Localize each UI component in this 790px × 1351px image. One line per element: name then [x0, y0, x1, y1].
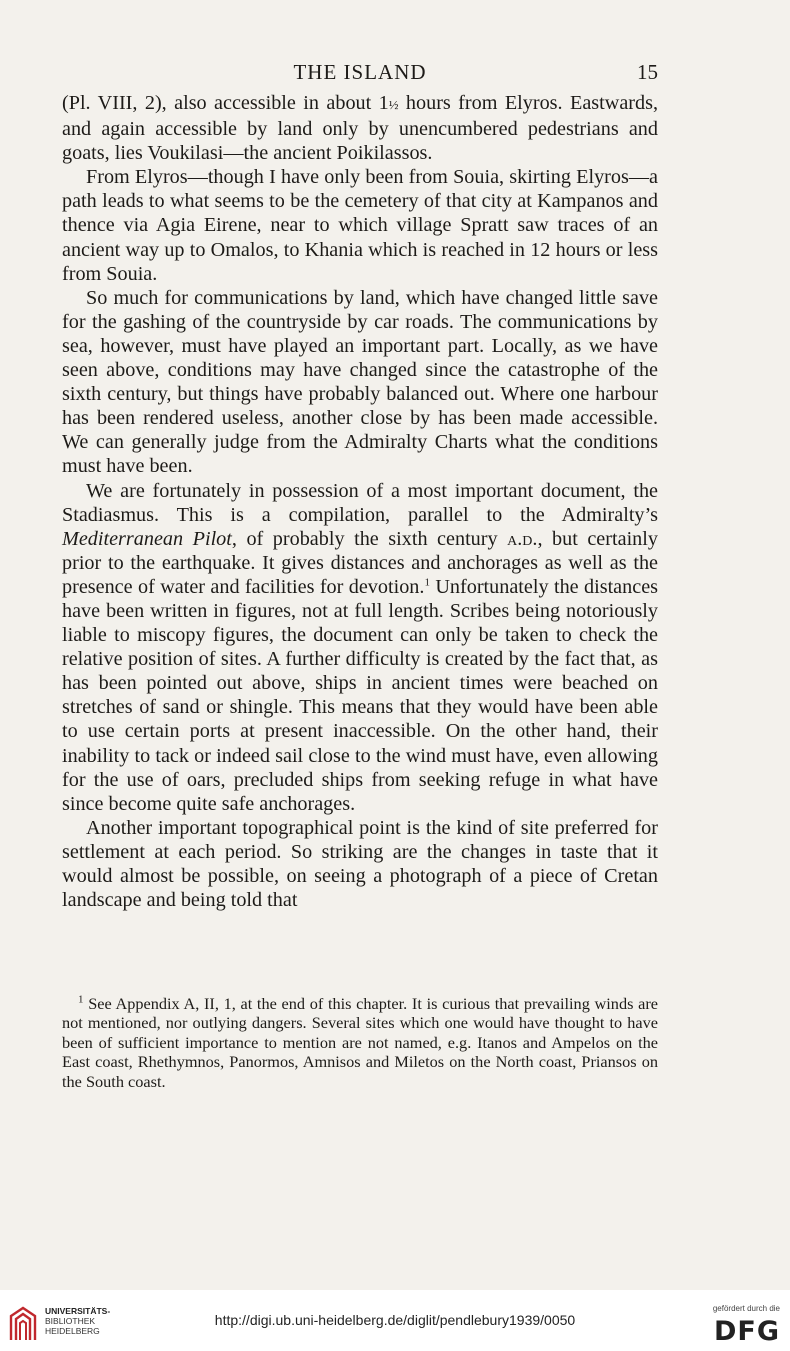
footnote-text: See Appendix A, II, 1, at the end of this chapter. It is curious that prevailing winds are not mentioned, nor outlying dangers. Several sites which one would have thought to have been of sufficient importance to mention are not named, e.g. Itanos and Ampelos on the East coast, Rhethymnos, Panormos, Amnisos and Miletos on the North coast, Priansos on the South coast.: [62, 994, 658, 1091]
footer-bar: [0, 1290, 790, 1351]
source-url-link[interactable]: http://digi.ub.uni-heidelberg.de/diglit/pendlebury1939/0050: [214, 1312, 576, 1328]
text-run: From Elyros—though I have only been from Souia, skirting Elyros—a path leads to what seems to be the cemetery of that city at Kampanos and thence via Agia Eirene, near to which village Spratt saw traces of an ancient way up to Omalos, to Khania which is reached in 12 hours or less from Souia.: [62, 166, 658, 285]
text-run: , of probably the sixth century: [231, 527, 508, 550]
text-run: hours from Elyros. Eastwards, and again accessible by land only by unencumbered pedestrians and goats, lies Voukilasi—the ancient Poikilassos.: [62, 92, 659, 165]
body-text: [62, 91, 658, 912]
text-run: a.d.: [507, 527, 538, 550]
footnote: [62, 994, 658, 1091]
body-paragraph: [62, 286, 658, 479]
italic-title: Mediterranean Pilot: [62, 527, 232, 550]
library-name-line-2: BIBLIOTHEK: [45, 1316, 96, 1326]
body-paragraph: [62, 165, 658, 285]
text-run: ½: [388, 97, 399, 112]
body-paragraph: [62, 479, 658, 816]
funding-caption: gefördert durch die: [712, 1304, 780, 1313]
text-run: We are fortunately in possession of a most important document, the Stadiasmus. This is a compilation, parallel to the Admiralty’s: [62, 479, 658, 526]
footnote-reference: 1: [424, 576, 430, 589]
running-head-title: THE ISLAND: [293, 60, 427, 84]
body-paragraph: [62, 816, 658, 912]
text-run: Another important topographical point is the kind of site preferred for settlement at each period. So striking are the changes in taste that it would almost be possible, on seeing a photograph of a piece of Cretan landscape and being told that: [62, 816, 658, 912]
footnote-marker: 1: [78, 993, 84, 1006]
running-head: [62, 58, 658, 88]
dfg-logo: DFG: [713, 1316, 780, 1347]
body-paragraph: [62, 91, 658, 165]
library-name-line-3: HEIDELBERG: [45, 1326, 100, 1336]
page-number: 15: [637, 60, 658, 84]
footnote-paragraph: [62, 994, 658, 1091]
text-run: , but certainly prior to the earthquake. It gives distances and anchorages as well as the presence of water and facilities for devotion.: [62, 527, 658, 598]
text-run: (Pl. VIII, 2), also accessible in about 1: [62, 92, 389, 114]
text-run: So much for communications by land, which have changed little save for the gashing of the countryside by car roads. The communications by sea, however, must have played an important part. Locally, as we have seen above, conditions may have changed since the catastrophe of the sixth century, but things have probably balanced out. Where one harbour has been rendered useless, another close by has been made accessible. We can generally judge from the Admiralty Charts what the conditions must have been.: [62, 286, 658, 478]
library-name-line-1: UNIVERSITÄTS-: [45, 1306, 111, 1316]
text-run: Unfortunately the distances have been written in figures, not at full length. Scribes being notoriously liable to miscopy figures, the document can only be taken to check the relative position of sites. A further difficulty is created by the fact that, as has been pointed out above, ships in ancient times were beached on stretches of sand or shingle. This means that they would have been able to use certain ports at present inaccessible. On the other hand, their inability to tack or indeed sail close to the wind must have, even allowing for the use of oars, precluded ships from seeking refuge in what have since become quite safe anchorages.: [62, 575, 659, 815]
